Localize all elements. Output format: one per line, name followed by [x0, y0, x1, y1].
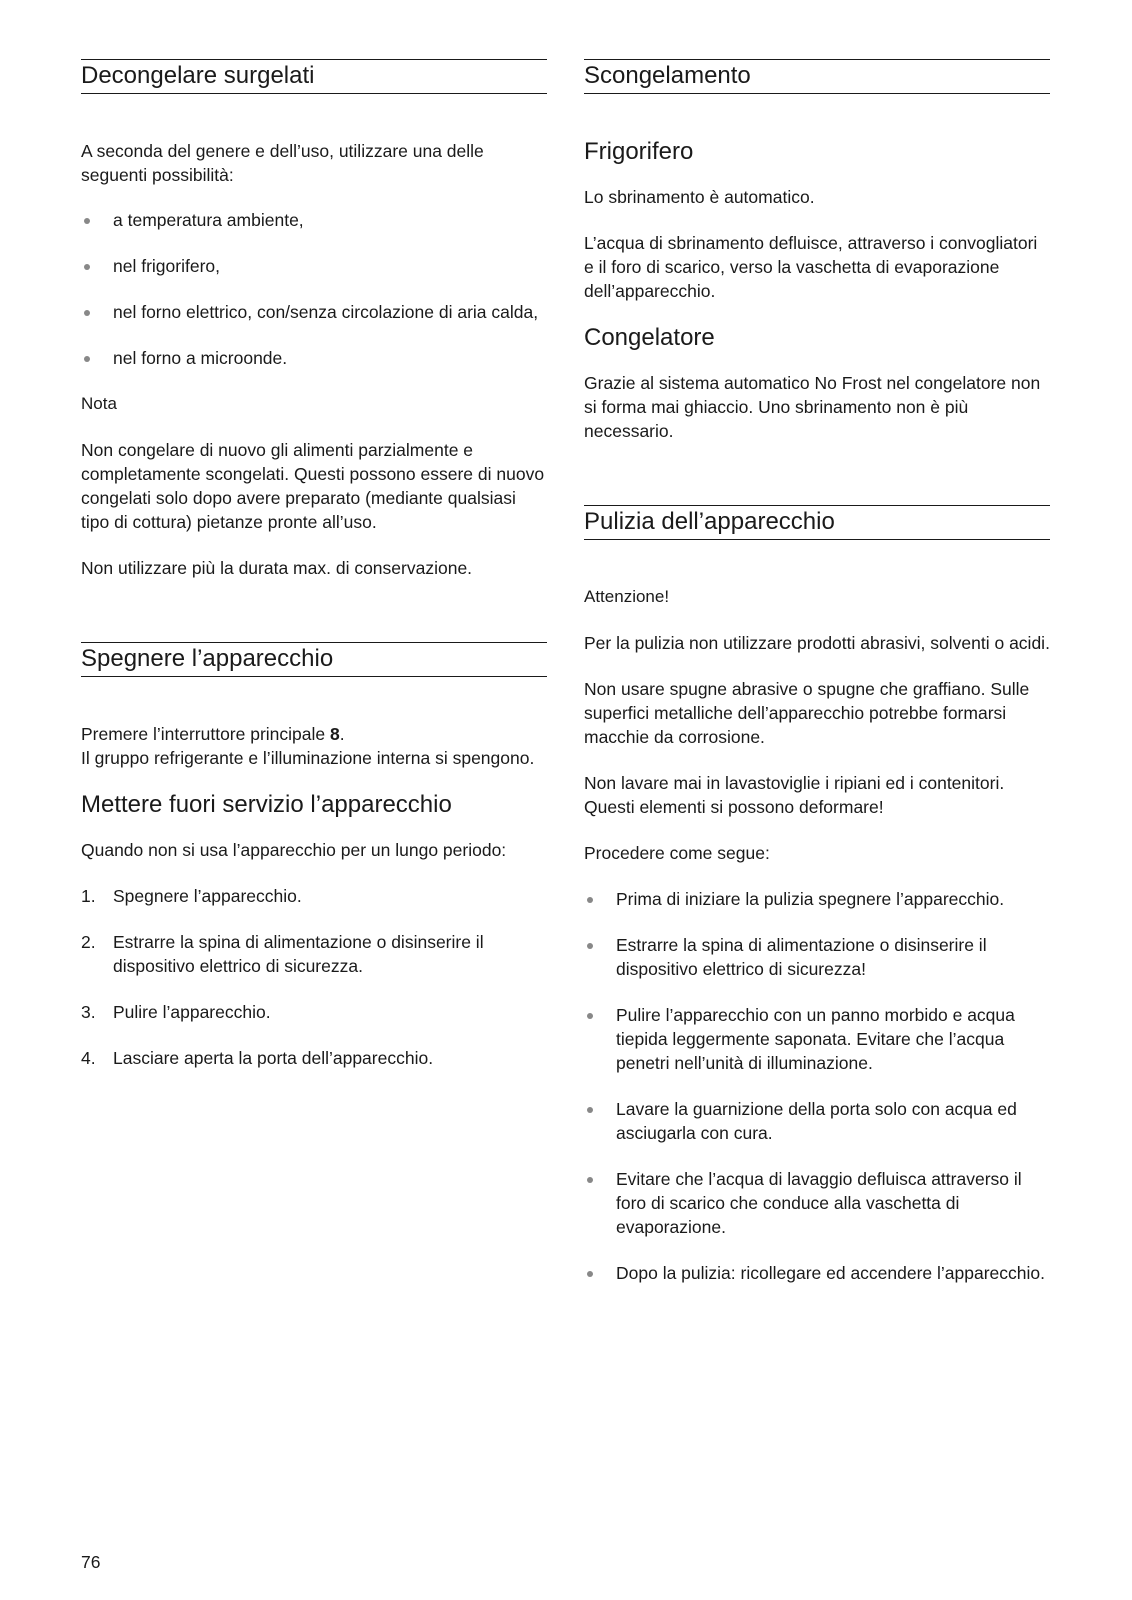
step-item	[81, 1046, 547, 1070]
out-of-service-intro: Quando non si usa l’apparecchio per un lungo periodo:	[81, 840, 507, 860]
switch-off-instruction: Premere l’interruttore principale	[81, 724, 330, 744]
subsection-title-frigorifero: Frigorifero	[584, 138, 694, 165]
section-title-fuori-servizio: Mettere fuori servizio l’apparecchio	[81, 791, 452, 818]
step-number: 3.	[81, 1002, 96, 1022]
switch-off-result: Il gruppo refrigerante e l’illuminazione interna si spengono.	[81, 748, 535, 768]
right-column	[584, 59, 1050, 1285]
switch-off-text	[81, 722, 547, 770]
list-item: nel forno elettrico, con/senza circolazione di aria calda,	[81, 300, 547, 324]
list-item: Prima di iniziare la pulizia spegnere l’apparecchio.	[584, 887, 1050, 911]
step-item	[81, 1000, 547, 1024]
list-item: a temperatura ambiente,	[81, 208, 547, 232]
step-text: Spegnere l’apparecchio.	[113, 886, 302, 906]
note-text: Non congelare di nuovo gli alimenti parzialmente e completamente scongelati. Questi possono essere di nuovo congelati solo dopo avere preparato (mediante qualsiasi tipo di cottura) pietanze pronte all’uso.	[81, 440, 545, 532]
main-switch-ref: 8	[330, 724, 340, 744]
freezer-text: Grazie al sistema automatico No Frost nel congelatore non si forma mai ghiaccio. Uno sbrinamento non è più necessario.	[584, 373, 1041, 441]
list-item: Evitare che l’acqua di lavaggio defluisca attraverso il foro di scarico che conduce alla vaschetta di evaporazione.	[584, 1167, 1050, 1239]
step-text: Lasciare aperta la porta dell’apparecchio.	[113, 1048, 434, 1068]
list-item: Dopo la pulizia: ricollegare ed accendere l’apparecchio.	[584, 1261, 1050, 1285]
list-item: nel forno a microonde.	[81, 346, 547, 370]
cleaning-text-3: Non lavare mai in lavastoviglie i ripiani ed i contenitori. Questi elementi si possono deformare!	[584, 773, 1005, 817]
cleaning-text-4: Procedere come segue:	[584, 843, 770, 863]
note-label: Nota	[81, 394, 117, 413]
step-number: 1.	[81, 886, 96, 906]
defrost-intro: A seconda del genere e dell’uso, utilizzare una delle seguenti possibilità:	[81, 141, 484, 185]
section-title-spegnere: Spegnere l’apparecchio	[81, 642, 547, 677]
fridge-text-2: L’acqua di sbrinamento defluisce, attraverso i convogliatori e il foro di scarico, verso la vaschetta di evaporazione dell’apparecchio.	[584, 233, 1038, 301]
step-text: Pulire l’apparecchio.	[113, 1002, 271, 1022]
warning-label: Attenzione!	[584, 587, 670, 606]
cleaning-text-2: Non usare spugne abrasive o spugne che graffiano. Sulle superfici metalliche dell’apparecchio potrebbe formarsi macchie da corrosione.	[584, 679, 1030, 747]
page-number: 76	[81, 1552, 101, 1572]
step-number: 2.	[81, 932, 96, 952]
switch-off-punct: .	[339, 724, 345, 744]
section-title-decongelare: Decongelare surgelati	[81, 59, 547, 94]
section-title-scongelamento: Scongelamento	[584, 59, 1050, 94]
list-item: Estrarre la spina di alimentazione o disinserire il dispositivo elettrico di sicurezza!	[584, 933, 1050, 981]
cleaning-text-1: Per la pulizia non utilizzare prodotti abrasivi, solventi o acidi.	[584, 633, 1050, 653]
out-of-service-steps	[81, 884, 547, 1070]
list-item: nel frigorifero,	[81, 254, 547, 278]
subsection-title-congelatore: Congelatore	[584, 324, 715, 351]
step-item	[81, 884, 547, 908]
list-item: Lavare la guarnizione della porta solo con acqua ed asciugarla con cura.	[584, 1097, 1050, 1145]
cleaning-steps-list	[584, 887, 1050, 1285]
note-text-storage: Non utilizzare più la durata max. di conservazione.	[81, 558, 473, 578]
step-number: 4.	[81, 1048, 96, 1068]
list-item: Pulire l’apparecchio con un panno morbido e acqua tiepida leggermente saponata. Evitare che l’acqua penetri nell’unità di illuminazione.	[584, 1003, 1050, 1075]
defrost-options-list	[81, 208, 547, 370]
fridge-text-1: Lo sbrinamento è automatico.	[584, 187, 815, 207]
step-item	[81, 930, 547, 978]
step-text: Estrarre la spina di alimentazione o disinserire il dispositivo elettrico di sicurezza.	[113, 932, 484, 976]
left-column	[81, 59, 547, 1070]
section-title-pulizia: Pulizia dell’apparecchio	[584, 505, 1050, 540]
